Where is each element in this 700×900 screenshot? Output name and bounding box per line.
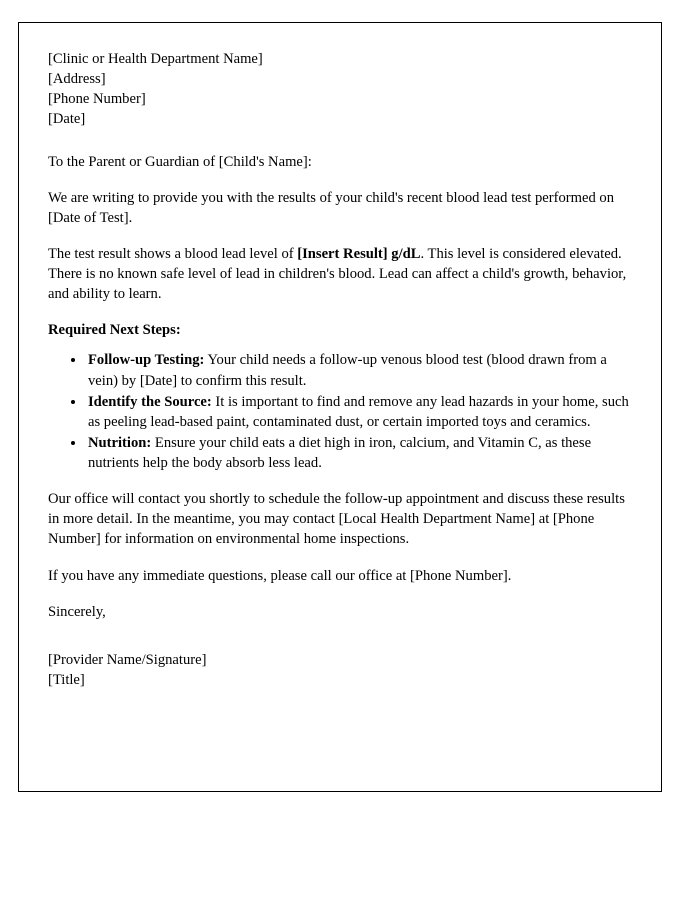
list-item — [86, 392, 630, 432]
step-label-follow-up-testing: Follow-up Testing: — [88, 352, 205, 369]
step-label-identify-source: Identify the Source: — [88, 393, 212, 410]
signature-block — [48, 650, 630, 690]
signature-title: [Title] — [48, 671, 85, 688]
letter-border-frame — [18, 22, 662, 792]
salutation: To the Parent or Guardian of [Child's Name]: — [48, 153, 312, 170]
next-steps-list — [48, 350, 630, 473]
step-text-nutrition: Ensure your child eats a diet high in iron, calcium, and Vitamin C, as these nutrients help the body absorb less lead. — [88, 434, 592, 471]
step-label-nutrition: Nutrition: — [88, 434, 152, 451]
paragraph-office-contact: Our office will contact you shortly to schedule the follow-up appointment and discuss these results in more detail. In the meantime, you may contact [Local Health Department Name] at [Phone Number] for information on environmental home inspections. — [48, 491, 625, 548]
result-lead-in: The test result shows a blood lead level of — [48, 245, 298, 262]
paragraph-intro: We are writing to provide you with the results of your child's recent blood lead test performed on [Date of Test]. — [48, 189, 614, 226]
closing: Sincerely, — [48, 603, 106, 620]
letterhead — [48, 49, 630, 130]
step-text-identify-source: It is important to find and remove any lead hazards in your home, such as peeling lead-based paint, contaminated dust, or certain imported toys and ceramics. — [88, 393, 629, 430]
list-item — [86, 433, 630, 473]
paragraph-questions: If you have any immediate questions, please call our office at [Phone Number]. — [48, 567, 512, 584]
result-tail: . This level is considered elevated. There is no known safe level of lead in children's blood. Lead can affect a child's growth, behavior, and ability to learn. — [48, 245, 627, 303]
list-item — [86, 350, 630, 390]
letterhead-line-address: [Address] — [48, 71, 106, 88]
signature-provider-name: [Provider Name/Signature] — [48, 651, 207, 668]
letterhead-line-date: [Date] — [48, 111, 86, 128]
step-text-follow-up-testing: Your child needs a follow-up venous blood test (blood drawn from a vein) by [Date] to confirm this result. — [88, 352, 607, 389]
result-value: [Insert Result] g/dL — [297, 245, 421, 262]
letter-content — [48, 49, 630, 690]
letterhead-line-clinic: [Clinic or Health Department Name] — [48, 51, 263, 67]
next-steps-heading: Required Next Steps: — [48, 322, 181, 339]
letterhead-line-phone: [Phone Number] — [48, 91, 146, 108]
paragraph-result — [48, 244, 630, 304]
